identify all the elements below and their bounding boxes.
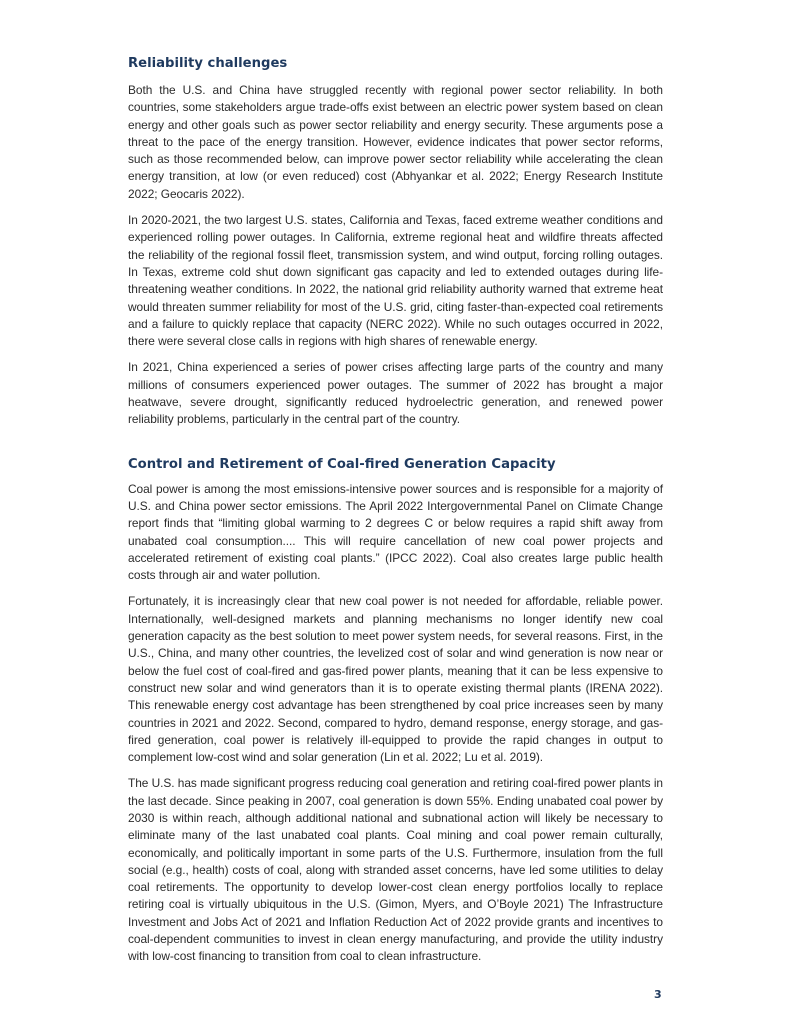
paragraph: In 2021, China experienced a series of power crises affecting large parts of the country and many millions of consumers experienced power outages. The summer of 2022 has brought a major heatwave, severe drought, significantly reduced hydroelectric generation, and renewed power reliability problems, particularly in the central part of the country.: [128, 360, 663, 427]
paragraph: In 2020-2021, the two largest U.S. states, California and Texas, faced extreme weather conditions and experienced rolling power outages. In California, extreme regional heat and wildfire threats affected the reliability of the regional fossil fleet, transmission system, and wind output, forcing rolling outages. In Texas, extreme cold shut down significant gas capacity and led to extended outages during life-threatening weather conditions. In 2022, the national grid reliability authority warned that extreme heat would threaten summer reliability for most of the U.S. grid, citing faster-than-expected coal retirements and a failure to quickly replace that capacity (NERC 2022). While no such outages occurred in 2022, there were several close calls in regions with high shares of renewable energy.: [128, 213, 663, 349]
document-page: [128, 54, 663, 975]
page-number: 3: [654, 988, 662, 1001]
paragraph: Both the U.S. and China have struggled recently with regional power sector reliability. In both countries, some stakeholders argue trade-offs exist between an electric power system based on clean energy and other goals such as power sector reliability and energy security. These arguments pose a threat to the pace of the energy transition. However, evidence indicates that power sector reforms, such as those recommended below, can improve power sector reliability while accelerating the clean energy transition, at low (or even reduced) cost (Abhyankar et al. 2022; Energy Research Institute 2022; Geocaris 2022).: [128, 83, 663, 201]
paragraph: Coal power is among the most emissions-intensive power sources and is responsible for a majority of U.S. and China power sector emissions. The April 2022 Intergovernmental Panel on Climate Change report finds that “limiting global warming to 2 degrees C or below requires a rapid shift away from unabated coal consumption.... This will require cancellation of new coal power projects and accelerated retirement of existing coal plants.” (IPCC 2022). Coal also creates large public health costs through air and water pollution.: [128, 481, 663, 583]
paragraph: Fortunately, it is increasingly clear that new coal power is not needed for affordable, reliable power. Internationally, well-designed markets and planning mechanisms no longer identify new coal generation capacity as the best solution to meet power system needs, for several reasons. First, in the U.S., China, and many other countries, the levelized cost of solar and wind generation is now near or below the fuel cost of coal-fired and gas-fired power plants, meaning that it can be less expensive to construct new solar and wind generators than it is to operate existing thermal plants (IRENA 2022). This renewable energy cost advantage has been strengthened by coal price increases seen by many countries in 2021 and 2022. Second, compared to hydro, demand response, energy storage, and gas-fired generation, coal power is relatively ill-equipped to provide the rapid changes in output to complement low-cost wind and solar generation (Lin et al. 2022; Lu et al. 2019).: [128, 594, 663, 765]
section-heading-reliability: Reliability challenges: [128, 56, 288, 71]
section-heading-coal: Control and Retirement of Coal-fired Generation Capacity: [128, 456, 556, 472]
paragraph: The U.S. has made significant progress reducing coal generation and retiring coal-fired power plants in the last decade. Since peaking in 2007, coal generation is down 55%. Ending unabated coal power by 2030 is within reach, although additional national and subnational action will likely be necessary to eliminate many of the last unabated coal plants. Coal mining and coal power remain culturally, economically, and politically important in some parts of the U.S. Furthermore, insulation from the full social (e.g., health) costs of coal, along with stranded asset concerns, have led some utilities to delay coal retirements. The opportunity to develop lower-cost clean energy portfolios locally to replace retiring coal is virtually ubiquitous in the U.S. (Gimon, Myers, and O’Boyle 2021) The Infrastructure Investment and Jobs Act of 2021 and Inflation Reduction Act of 2022 provide grants and incentives to coal-dependent communities to invest in clean energy manufacturing, and provide the utility industry with low-cost financing to transition from coal to clean infrastructure.: [128, 776, 663, 964]
